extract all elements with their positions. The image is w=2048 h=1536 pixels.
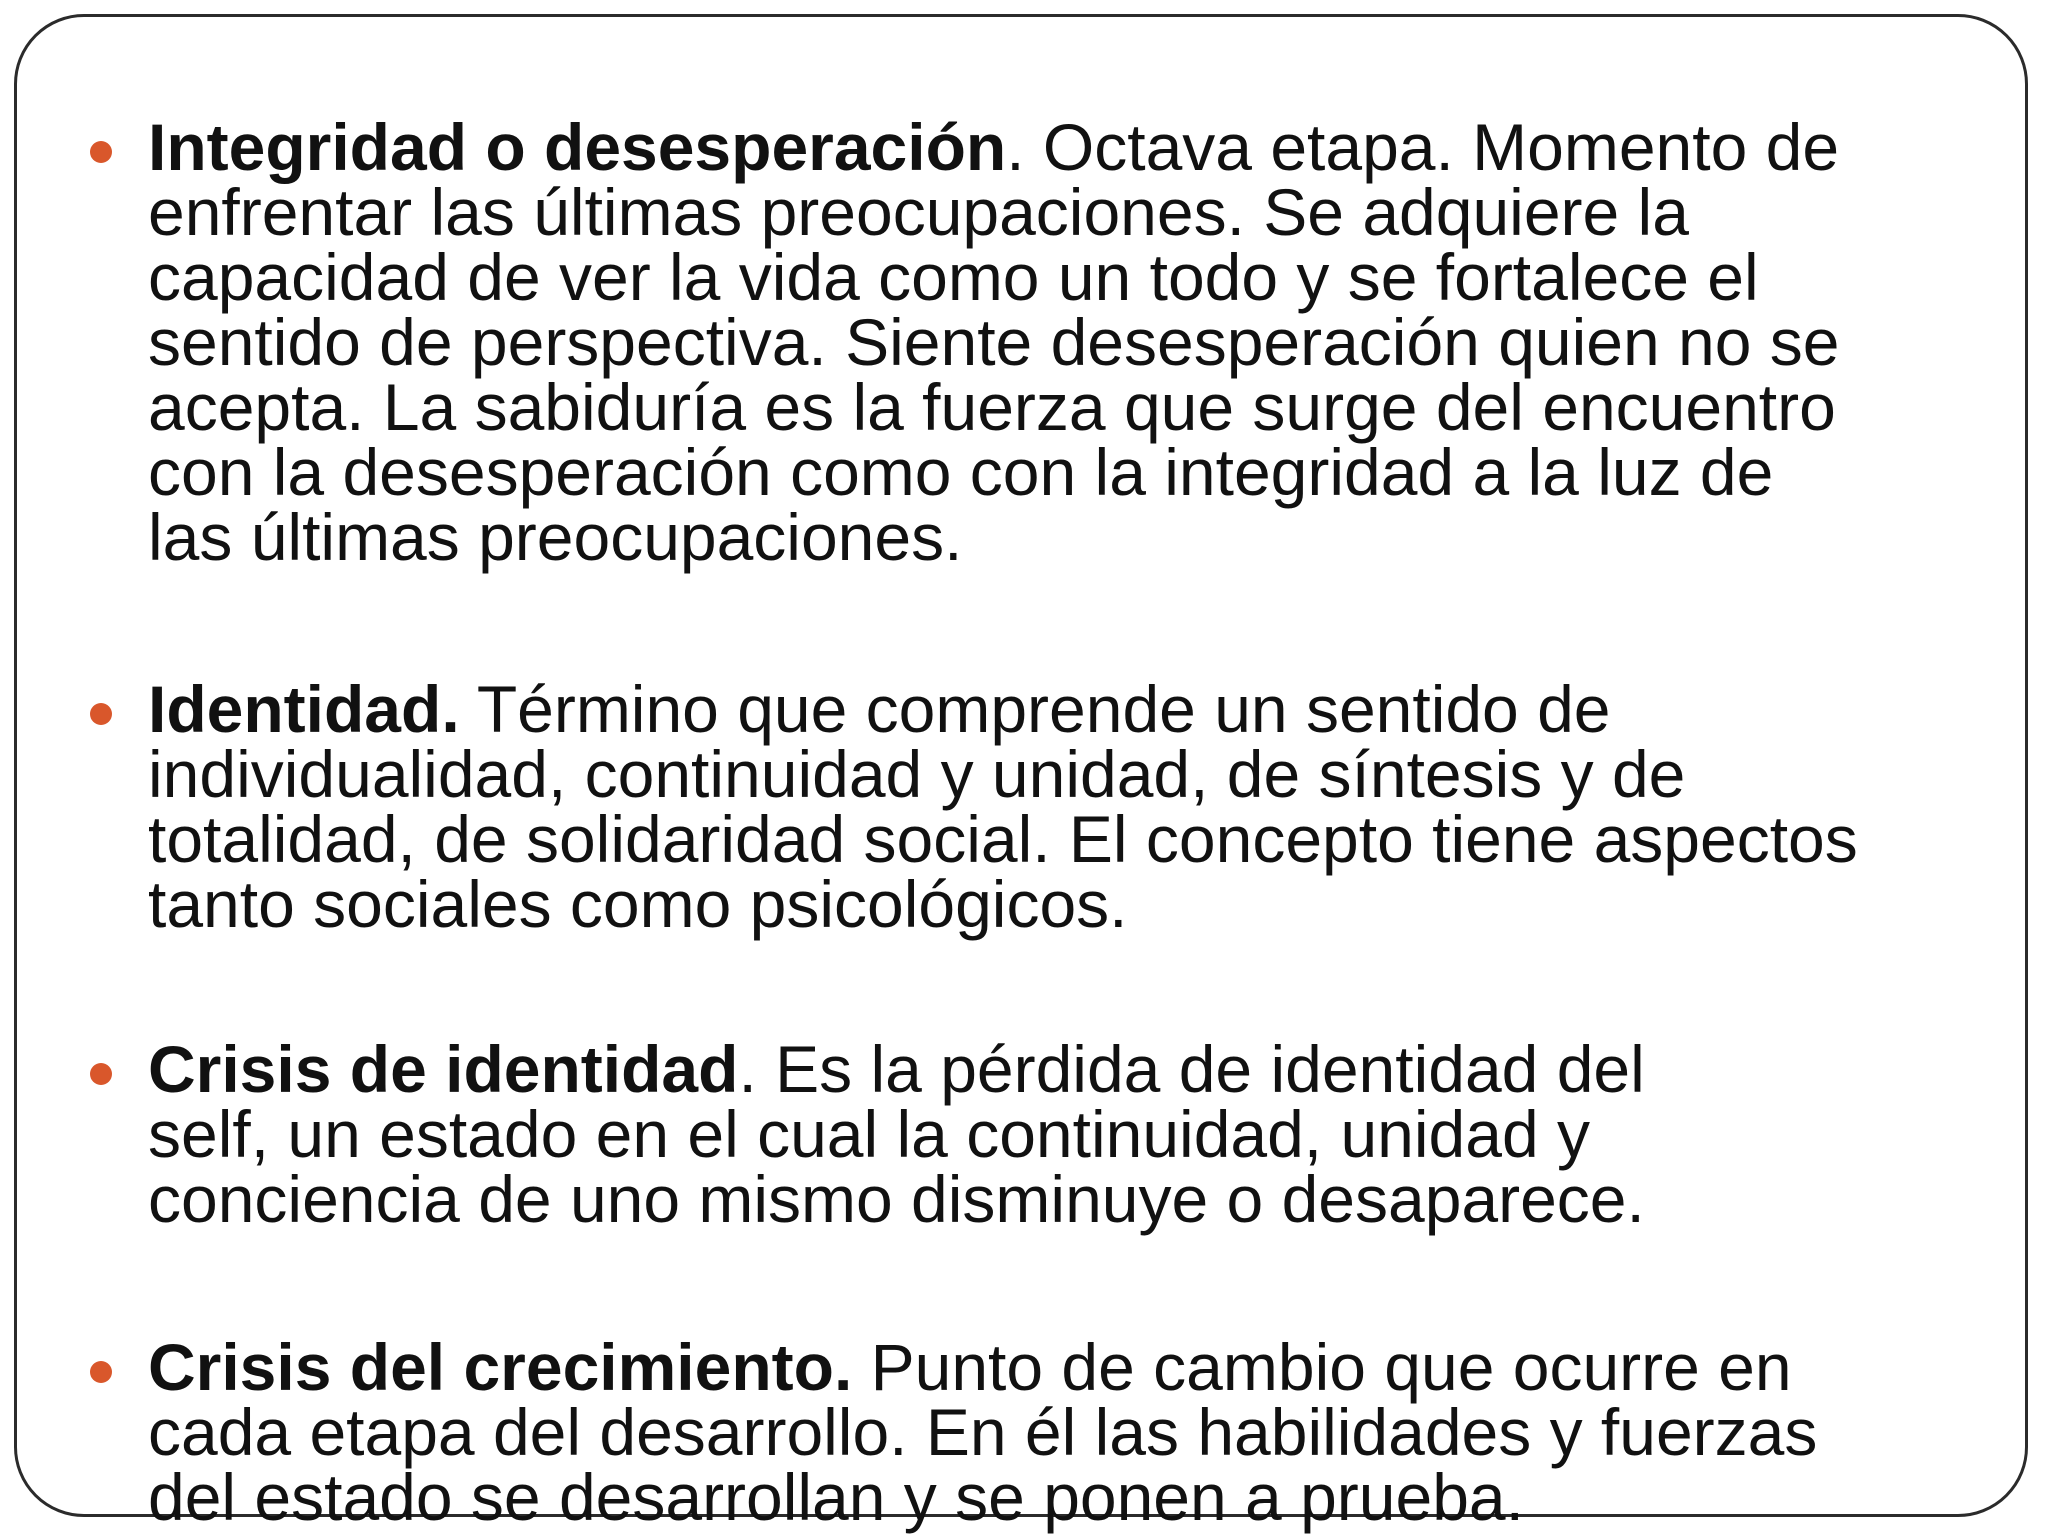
item-term: Integridad o desesperación	[148, 110, 1007, 184]
bullet-icon	[90, 141, 112, 163]
item-text-line: sentido de perspectiva. Siente desesperación quien no se	[148, 305, 1840, 379]
item-term: Identidad.	[148, 672, 460, 746]
item-term: Crisis de identidad	[148, 1032, 739, 1106]
bullet-icon	[90, 1063, 112, 1085]
item-text-line: con la desesperación como con la integridad a la luz de	[148, 435, 1774, 509]
item-text-line: individualidad, continuidad y unidad, de síntesis y de	[148, 737, 1686, 811]
item-text-line: acepta. La sabiduría es la fuerza que surge del encuentro	[148, 370, 1836, 444]
item-text: . Es la pérdida de identidad del	[738, 1032, 1645, 1106]
bullet-icon	[90, 703, 112, 725]
item-text-line: enfrentar las últimas preocupaciones. Se adquiere la	[148, 175, 1689, 249]
item-text-line: del estado se desarrollan y se ponen a prueba.	[148, 1460, 1524, 1534]
list-item-crisis-del-crecimiento	[148, 1330, 1948, 1534]
item-text-line: tanto sociales como psicológicos.	[148, 867, 1128, 941]
item-first-line	[148, 672, 1948, 746]
item-text-line: las últimas preocupaciones.	[148, 500, 963, 574]
item-text-line: cada etapa del desarrollo. En él las habilidades y fuerzas	[148, 1395, 1818, 1469]
item-term: Crisis del crecimiento.	[148, 1330, 853, 1404]
item-first-line	[148, 1330, 1948, 1404]
item-first-line	[148, 110, 1948, 184]
item-text-line: conciencia de uno mismo disminuye o desaparece.	[148, 1162, 1645, 1236]
list-item-integridad	[148, 110, 1948, 574]
item-text: Término que comprende un sentido de	[459, 672, 1611, 746]
item-text: . Octava etapa. Momento de	[1006, 110, 1840, 184]
item-text-line: totalidad, de solidaridad social. El concepto tiene aspectos	[148, 802, 1858, 876]
item-first-line	[148, 1032, 1948, 1106]
list-item-crisis-de-identidad	[148, 1032, 1948, 1236]
item-text-line: capacidad de ver la vida como un todo y se fortalece el	[148, 240, 1759, 314]
list-item-identidad	[148, 672, 1948, 941]
item-text: Punto de cambio que ocurre en	[852, 1330, 1792, 1404]
bullet-icon	[90, 1361, 112, 1383]
item-text-line: self, un estado en el cual la continuidad, unidad y	[148, 1097, 1591, 1171]
